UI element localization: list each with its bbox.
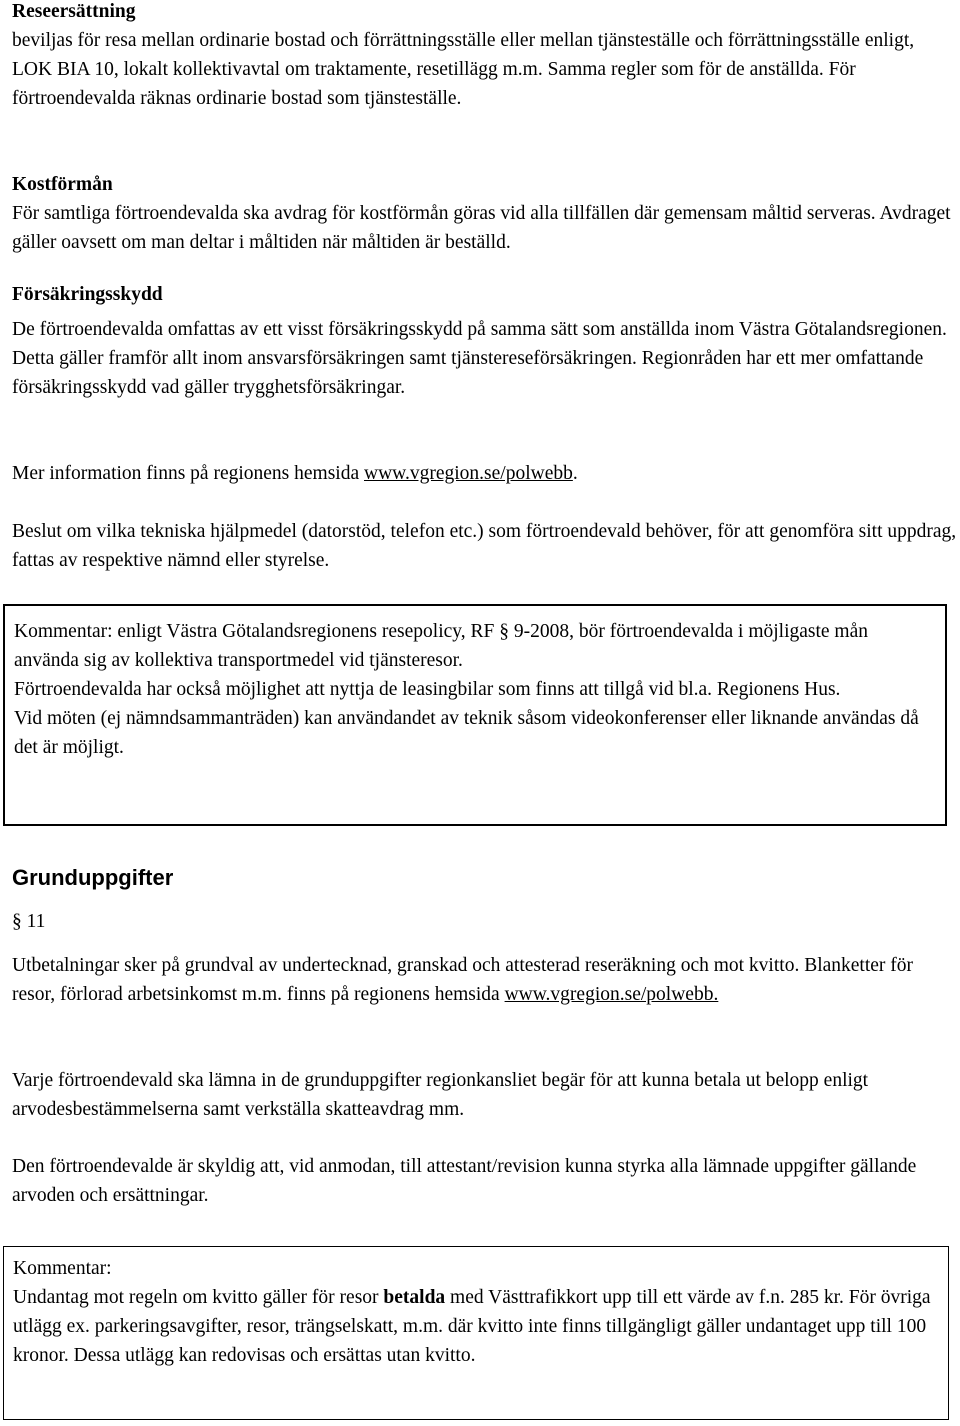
comment-1-line1: Kommentar: enligt Västra Götalandsregionens resepolicy, RF § 9-2008, bör förtroendevalda i möjligaste mån använda sig av kollektiva transportmedel vid tjänsteresor. bbox=[14, 621, 869, 671]
text-reseersattning: beviljas för resa mellan ordinarie bostad och förrättningsställe eller mellan tjänsteställe och förrättningsställe enligt, LOK BIA 10, lokalt kollektivavtal om traktamente, resetillägg m.m. Samma regler som för de anställda. För förtroendevalda räknas ordinarie bostad som tjänsteställe. bbox=[12, 30, 915, 109]
heading-reseersattning: Reseersättning bbox=[12, 1, 136, 22]
section-reseersattning bbox=[12, 0, 958, 113]
comment-1-line3: Vid möten (ej nämndsammanträden) kan användandet av teknik såsom videokonferenser eller liknande användas då det är möjligt. bbox=[14, 708, 919, 758]
comment-box-2 bbox=[3, 1246, 949, 1420]
comment-2-label: Kommentar: bbox=[13, 1258, 112, 1279]
comment-1-line2: Förtroendevalda har också möjlighet att nyttja de leasingbilar som finns att tillgå vid bl.a. Regionens Hus. bbox=[14, 679, 841, 700]
grunduppgifter-p3: Den förtroendevalde är skyldig att, vid anmodan, till attestant/revision kunna styrka alla lämnade uppgifter gällande arvoden och ersättningar. bbox=[12, 1156, 917, 1206]
text-kostforman: För samtliga förtroendevalda ska avdrag för kostförmån göras vid alla tillfällen där gemensam måltid serveras. Avdraget gäller oavsett om man deltar i måltiden när måltiden är beställd. bbox=[12, 203, 951, 253]
section-forsakringsskydd bbox=[12, 280, 958, 402]
comment-2-text bbox=[13, 1283, 939, 1370]
grunduppgifter-p2: Varje förtroendevald ska lämna in de grunduppgifter regionkansliet begär för att kunna betala ut belopp enligt arvodesbestämmelserna samt verkställa skatteavdrag mm. bbox=[12, 1070, 869, 1120]
more-info-suffix: . bbox=[572, 463, 578, 484]
heading-forsakringsskydd: Försäkringsskydd bbox=[12, 284, 163, 305]
paragraph-mark-11: § 11 bbox=[12, 911, 46, 932]
heading-kostforman: Kostförmån bbox=[12, 174, 113, 195]
comment-2-bold: betalda bbox=[383, 1287, 446, 1308]
text-beslut: Beslut om vilka tekniska hjälpmedel (datorstöd, telefon etc.) som förtroendevald behöver, för att genomföra sitt uppdrag, fattas av respektive nämnd eller styrelse. bbox=[12, 521, 957, 571]
grunduppgifter-p1-text: Utbetalningar sker på grundval av undertecknad, granskad och attesterad reseräkning och mot kvitto. Blanketter för resor, förlorad arbetsinkomst m.m. finns på regionens hemsida bbox=[12, 955, 914, 1005]
section-kostforman bbox=[12, 170, 958, 257]
text-forsakringsskydd: De förtroendevalda omfattas av ett visst försäkringsskydd på samma sätt som anställda inom Västra Götalandsregionen. Detta gäller framför allt inom ansvarsförsäkringen samt tjänstereseförsäkringen. Regionråden har ett mer omfattande försäkringsskydd vad gäller trygghetsförsäkringar. bbox=[12, 319, 947, 398]
comment-2-pre: Undantag mot regeln om kvitto gäller för resor bbox=[13, 1287, 384, 1308]
comment-box-1 bbox=[3, 604, 947, 826]
more-info-text: Mer information finns på regionens hemsida bbox=[12, 463, 364, 484]
polwebb-link-2[interactable]: www.vgregion.se/polwebb. bbox=[504, 984, 719, 1005]
polwebb-link[interactable]: www.vgregion.se/polwebb bbox=[364, 463, 573, 484]
more-info bbox=[12, 459, 958, 488]
comment-2-post: med Västtrafikkort upp till ett värde av f.n. 285 kr. För övriga utlägg ex. parkeringsavgifter, resor, trängselskatt, m.m. där kvitto inte finns tillgängligt gäller undantaget upp till 100 kronor. Dessa utlägg kan redovisas och ersättas utan kvitto. bbox=[13, 1287, 931, 1366]
grunduppgifter-p1 bbox=[12, 951, 958, 1009]
heading-grunduppgifter: Grunduppgifter bbox=[12, 865, 174, 890]
